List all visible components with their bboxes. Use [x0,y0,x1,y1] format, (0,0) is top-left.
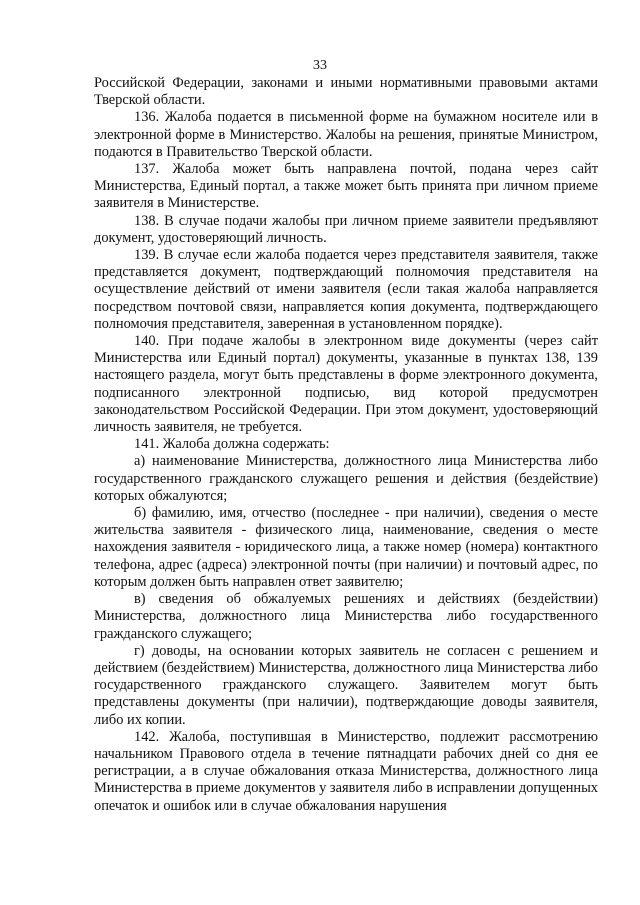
paragraph: в) сведения об обжалуемых решениях и действиях (бездействии) Министерства, должностного лица Министерства либо государственного гражданского служащего; [94,591,598,642]
paragraph: а) наименование Министерства, должностного лица Министерства либо государственного гражданского служащего решения и действия (бездействие) которых обжалуются; [94,453,598,504]
paragraph: 137. Жалоба может быть направлена почтой, подана через сайт Министерства, Единый портал, а также может быть принята при личном приеме заявителя в Министерстве. [94,161,598,212]
paragraph: Российской Федерации, законами и иными нормативными правовыми актами Тверской области. [94,75,598,109]
paragraph: 138. В случае подачи жалобы при личном приеме заявители предъявляют документ, удостоверяющий личность. [94,212,598,246]
paragraph: 136. Жалоба подается в письменной форме на бумажном носителе или в электронной форме в Министерство. Жалобы на решения, принятые Министром, подаются в Правительство Тверской области. [94,109,598,160]
paragraph: 142. Жалоба, поступившая в Министерство, подлежит рассмотрению начальником Правового отдела в течение пятнадцати рабочих дней со дня ее регистрации, а в случае обжалования отказа Министерства, должностного лица Министерства в приеме документов у заявителя либо в исправлении допущенных опечаток и ошибок или в случае обжалования нарушения [94,728,598,814]
paragraph: 141. Жалоба должна содержать: [134,436,330,453]
page-number: 33 [313,58,327,73]
document-body [94,75,598,815]
paragraph: б) фамилию, имя, отчество (последнее - при наличии), сведения о месте жительства заявителя - физического лица, наименование, сведения о месте нахождения заявителя - юридического лица, а также номер (номера) контактного телефона, адрес (адреса) электронной почты (при наличии) и почтовый адрес, по которым должен быть направлен ответ заявителю; [94,505,598,590]
paragraph: 139. В случае если жалоба подается через представителя заявителя, также представляется документ, подтверждающий полномочия представителя на осуществление действий от имени заявителя (если такая жалоба направляется посредством почтовой связи, направляется копия документа, подтверждающего полномочия представителя, заверенная в установленном порядке). [94,247,598,332]
paragraph: г) доводы, на основании которых заявитель не согласен с решением и действием (бездействием) Министерства, должностного лица Министерства либо государственного гражданского служащего. Заявителем могут быть представлены документы (при наличии), подтверждающие доводы заявителя, либо их копии. [94,642,598,728]
paragraph: 140. При подаче жалобы в электронном виде документы (через сайт Министерства или Единый портал) документы, указанные в пунктах 138, 139 настоящего раздела, могут быть представлены в форме электронного документа, подписанного электронной подписью, вид которой предусмотрен законодательством Российской Федерации. При этом документ, удостоверяющий личность заявителя, не требуется. [94,333,598,436]
